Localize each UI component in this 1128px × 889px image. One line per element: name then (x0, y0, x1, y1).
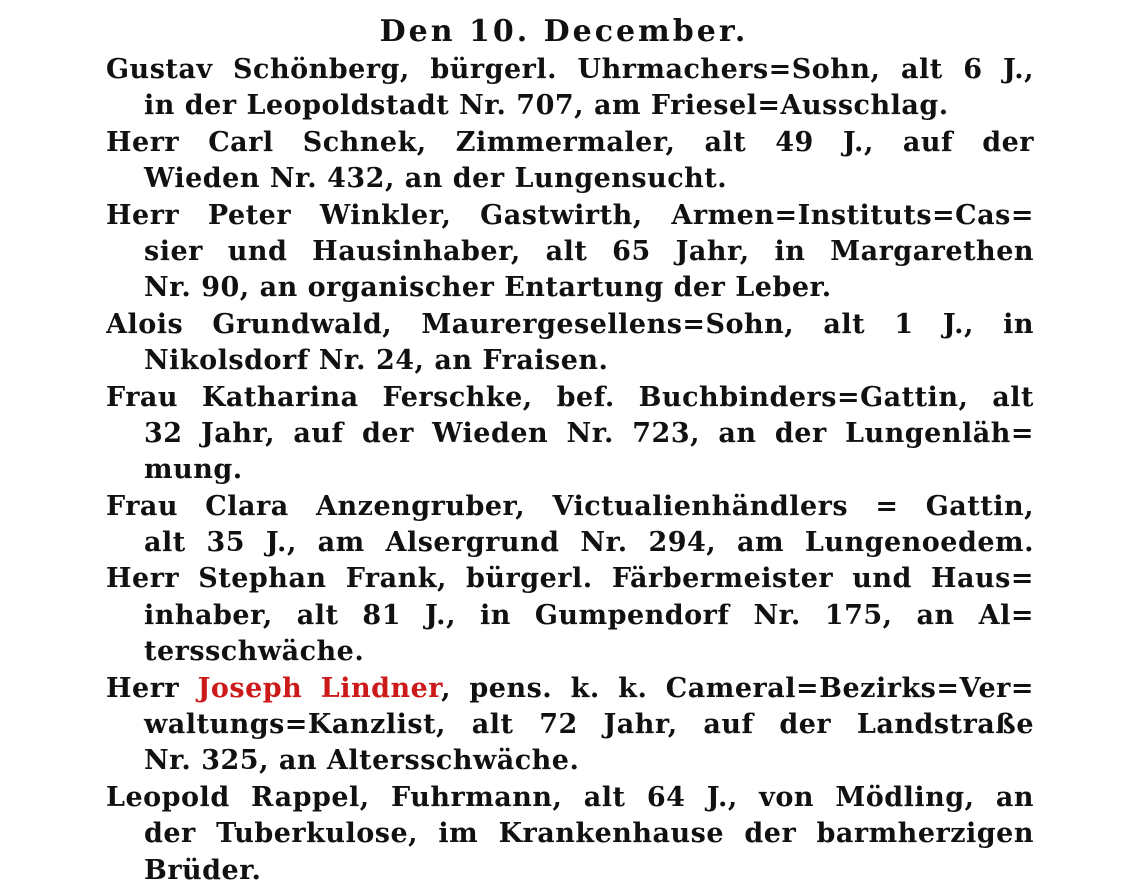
entry-line: alt 35 J., am Alsergrund Nr. 294, am Lungenoedem. (144, 527, 1034, 559)
entry-line: Herr Carl Schnek, Zimmermaler, alt 49 J., auf der (106, 126, 1034, 158)
entry-line: Herr Stephan Frank, bürgerl. Färbermeister und Haus= (106, 563, 1034, 595)
notice-entry (106, 780, 1034, 889)
entry-line: Frau Katharina Ferschke, bef. Buchbinders=Gattin, alt (106, 381, 1034, 413)
notice-entry (106, 125, 1034, 198)
notice-entry (106, 52, 1034, 125)
date-heading: Den 10. December. (379, 14, 749, 49)
entry-line: mung. (144, 454, 243, 486)
entry-line (106, 671, 1034, 707)
entry-line: der Tuberkulose, im Krankenhause der barmherzigen (144, 818, 1034, 850)
entry-line: Brüder. (144, 854, 262, 886)
entry-line: in der Leopoldstadt Nr. 707, am Friesel=Ausschlag. (144, 90, 949, 122)
entry-line: Alois Grundwald, Maurergesellens=Sohn, alt 1 J., in (106, 308, 1034, 340)
highlighted-name: Joseph Lindner (197, 672, 442, 704)
entry-line: Wieden Nr. 432, an der Lungensucht. (144, 163, 728, 195)
entry-line-prefix: Herr (106, 672, 198, 704)
entry-line: waltungs=Kanzlist, alt 72 Jahr, auf der Landstraße (144, 709, 1034, 741)
entry-line: Nikolsdorf Nr. 24, an Fraisen. (144, 345, 609, 377)
entry-line: Frau Clara Anzengruber, Victualienhändlers = Gattin, (106, 490, 1034, 522)
notice-entry (106, 671, 1034, 780)
entry-line: Herr Peter Winkler, Gastwirth, Armen=Instituts=Cas= (106, 199, 1034, 231)
entry-line: Nr. 325, an Altersschwäche. (144, 745, 580, 777)
entry-line: sier und Hausinhaber, alt 65 Jahr, in Margarethen (144, 235, 1034, 267)
notice-entry (106, 198, 1034, 307)
notice-entry (106, 380, 1034, 489)
notice-entry (106, 489, 1034, 562)
notice-entry (106, 307, 1034, 380)
entry-line: 32 Jahr, auf der Wieden Nr. 723, an der Lungenläh= (144, 417, 1034, 449)
entry-line: tersschwäche. (144, 636, 365, 668)
entry-line: Nr. 90, an organischer Entartung der Leber. (144, 272, 832, 304)
entry-line: inhaber, alt 81 J., in Gumpendorf Nr. 175, an Al= (144, 599, 1034, 631)
entry-line: Gustav Schönberg, bürgerl. Uhrmachers=Sohn, alt 6 J., (106, 54, 1034, 85)
notice-entry (106, 561, 1034, 670)
entry-line: Leopold Rappel, Fuhrmann, alt 64 J., von Mödling, an (106, 781, 1034, 813)
death-notice-list (106, 52, 1034, 889)
entry-line-suffix: , pens. k. k. Cameral=Bezirks=Ver= (441, 672, 1034, 704)
